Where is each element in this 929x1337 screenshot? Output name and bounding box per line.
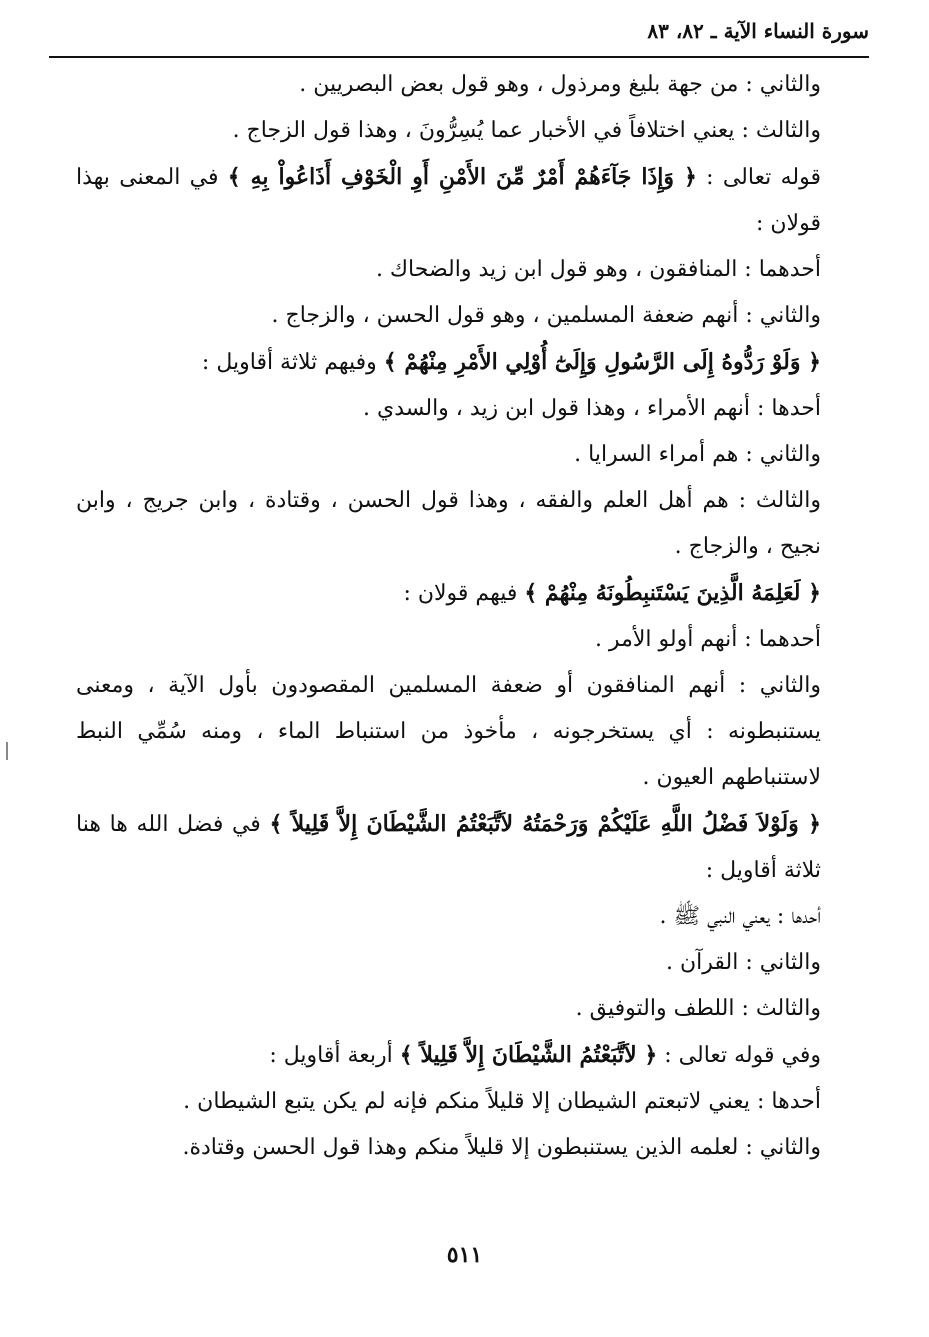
paragraph-text: والثاني : هم أمراء السرايا . <box>574 442 821 467</box>
paragraph-text: والثالث : يعني اختلافاً في الأخبار عما يُسِرُّونَ ، وهذا قول الزجاج . <box>232 118 821 143</box>
paragraph <box>76 108 821 154</box>
paragraph <box>76 293 821 339</box>
paragraph <box>76 894 821 940</box>
paragraph-tail: وفيهم ثلاثة أقاويل : <box>201 350 384 375</box>
paragraph-text: والثالث : هم أهل العلم والفقه ، وهذا قول الحسن ، وقتادة ، وابن جريج ، وابن نجيح ، والزجاج . <box>76 488 821 559</box>
paragraph <box>76 663 821 801</box>
paragraph-text: أحدها : يعني النبي ﷺ . <box>659 904 821 929</box>
paragraph <box>76 62 821 108</box>
paragraph <box>76 986 821 1032</box>
paragraph-tail: في فضل الله ها هنا ثلاثة أقاويل : <box>76 812 821 883</box>
paragraph-text: والثاني : أنهم المنافقون أو ضعفة المسلمين المقصودون بأول الآية ، ومعنى يستنبطونه : أي يستخرجونه ، مأخوذ من استنباط الماء ، ومنه سُمِّي النبط لاستنباطهم العيون . <box>76 673 821 790</box>
quran-verse: ﴿ وَلَوْ رَدُّوهُ إِلَى الرَّسُولِ وَإِلَىٰٓ أُوْلِي الأَمْرِ مِنْهُمْ ﴾ <box>383 349 821 375</box>
header-rule <box>49 56 869 58</box>
paragraph <box>76 1079 821 1125</box>
paragraph-text: والثاني : لعلمه الذين يستنبطون إلا قليلاً منكم وهذا قول الحسن وقتادة. <box>182 1135 821 1160</box>
paragraph-text: أحدها : يعني لاتبعتم الشيطان إلا قليلاً منكم فإنه لم يكن يتبع الشيطان . <box>183 1089 821 1114</box>
paragraph-text: والثالث : اللطف والتوفيق . <box>575 996 821 1021</box>
body-text <box>76 62 821 1171</box>
paragraph <box>76 432 821 478</box>
paragraph-text: أحدهما : أنهم أولو الأمر . <box>594 627 821 652</box>
paragraph <box>76 570 821 617</box>
paragraph <box>76 1032 821 1079</box>
paragraph-text: أحدهما : المنافقون ، وهو قول ابن زيد والضحاك . <box>375 257 821 282</box>
quran-verse: ﴿ وَلَوْلاَ فَضْلُ اللَّهِ عَلَيْكُمْ وَرَحْمَتُهُ لاَتَّبَعْتُمُ الشَّيْطَانَ إِلاَّ قَلِيلاً ﴾ <box>269 811 821 837</box>
paragraph-tail: أربعة أقاويل : <box>269 1043 400 1068</box>
quran-verse: ﴿ لَعَلِمَهُ الَّذِينَ يَسْتَنبِطُونَهُ مِنْهُمْ ﴾ <box>524 580 821 606</box>
paragraph <box>76 940 821 986</box>
page-number <box>0 1242 929 1268</box>
page-number-text: ٥١١ <box>446 1242 483 1268</box>
margin-mark <box>6 742 8 760</box>
paragraph <box>76 339 821 386</box>
paragraph <box>76 386 821 432</box>
paragraph <box>76 247 821 293</box>
paragraph-text: والثاني : من جهة بليغ ومرذول ، وهو قول بعض البصريين . <box>299 72 821 97</box>
running-header <box>49 16 869 46</box>
paragraph-text: أحدها : أنهم الأمراء ، وهذا قول ابن زيد ، والسدي . <box>362 396 821 421</box>
paragraph-tail: في المعنى بهذا قولان : <box>76 165 821 236</box>
paragraph-lead: قوله تعالى : <box>696 165 821 190</box>
paragraph <box>76 1125 821 1171</box>
paragraph <box>76 154 821 247</box>
paragraph <box>76 617 821 663</box>
header-title: سورة النساء الآية ـ ٨٢، ٨٣ <box>647 19 869 43</box>
paragraph <box>76 801 821 894</box>
paragraph <box>76 478 821 570</box>
paragraph-text: والثاني : أنهم ضعفة المسلمين ، وهو قول الحسن ، والزجاج . <box>271 303 821 328</box>
paragraph-lead: وفي قوله تعالى : <box>657 1043 821 1068</box>
paragraph-tail: فيهم قولان : <box>403 581 525 606</box>
paragraph-text: والثاني : القرآن . <box>666 950 821 975</box>
quran-verse: ﴿ وَإِذَا جَآءَهُمْ أَمْرٌ مِّنَ الأَمْنِ أَوِ الْخَوْفِ أَذَاعُواْ بِهِ ﴾ <box>227 164 697 190</box>
quran-verse: ﴿ لاَتَّبَعْتُمُ الشَّيْطَانَ إِلاَّ قَلِيلاً ﴾ <box>399 1042 658 1068</box>
